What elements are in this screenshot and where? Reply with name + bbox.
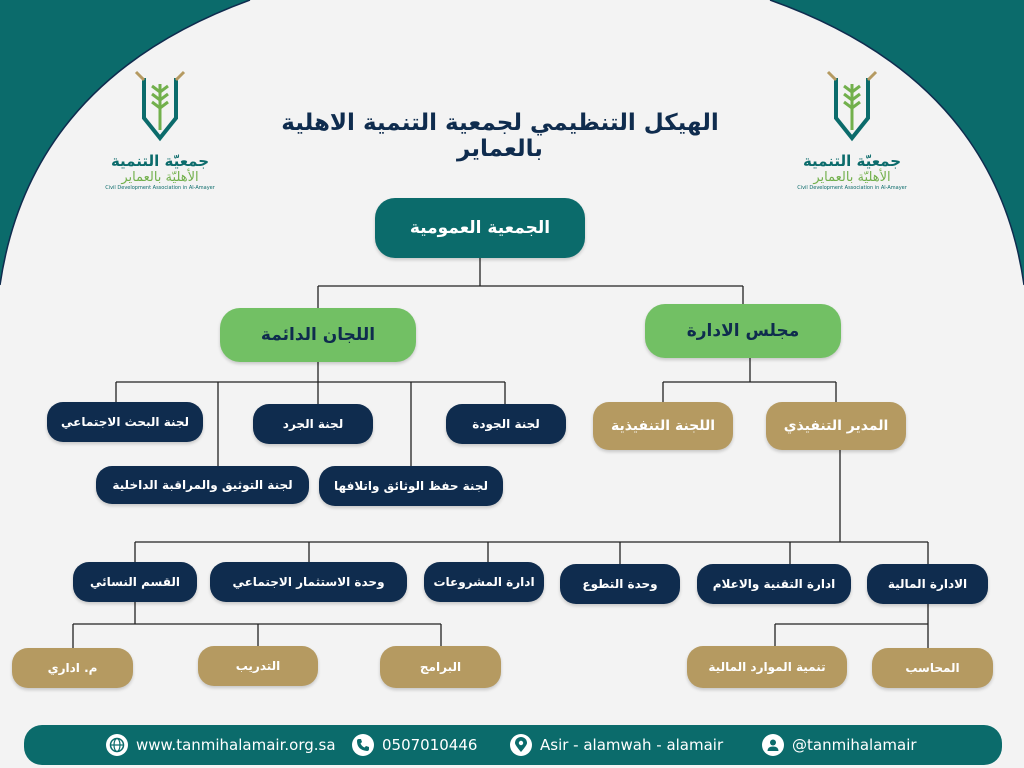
logo-line2: الأهليّة بالعماير xyxy=(813,170,891,185)
logo-line3: Civil Development Association in Al-Amayer xyxy=(105,185,215,191)
node-standing-committees: اللجان الدائمة xyxy=(220,308,416,362)
node-accountant: المحاسب xyxy=(872,648,993,688)
node-finance: الادارة المالية xyxy=(867,564,988,604)
node-executive-director: المدير التنفيذي xyxy=(766,402,906,450)
node-training: التدريب xyxy=(198,646,318,686)
node-financial-resources: تنمية الموارد المالية xyxy=(687,646,847,688)
footer-bar xyxy=(24,725,1002,765)
node-executive-committee: اللجنة التنفيذية xyxy=(593,402,733,450)
logo-line3: Civil Development Association in Al-Amayer xyxy=(797,185,907,191)
node-women-section: القسم النسائي xyxy=(73,562,197,602)
wheat-logo-icon xyxy=(822,70,882,148)
page-title: الهيكل التنظيمي لجمعية التنمية الاهلية بالعماير xyxy=(281,110,719,162)
node-quality-committee: لجنة الجودة xyxy=(446,404,566,444)
logo-line1: جمعيّة التنمية xyxy=(802,152,902,170)
footer-social-text: @tanmihalamair xyxy=(792,736,917,754)
footer-social[interactable] xyxy=(762,725,917,765)
wheat-logo-icon xyxy=(130,70,190,148)
node-admin-assistant: م. اداري xyxy=(12,648,133,688)
node-audit-committee: لجنة التوثيق والمراقبة الداخلية xyxy=(96,466,309,504)
globe-icon xyxy=(106,734,128,756)
node-inventory-committee: لجنة الجرد xyxy=(253,404,373,444)
footer-location-text: Asir - alamwah - alamair xyxy=(540,736,724,754)
phone-icon xyxy=(352,734,374,756)
node-social-research-committee: لجنة البحث الاجتماعي xyxy=(47,402,203,442)
user-icon xyxy=(762,734,784,756)
node-volunteering: وحدة التطوع xyxy=(560,564,680,604)
node-general-assembly: الجمعية العمومية xyxy=(375,198,585,258)
logo-line1: جمعيّة التنمية xyxy=(110,152,210,170)
node-it-media: ادارة التقنية والاعلام xyxy=(697,564,851,604)
footer-website-text: www.tanmihalamair.org.sa xyxy=(136,736,336,754)
logo-line2: الأهليّة بالعماير xyxy=(121,170,199,185)
footer-phone-text: 0507010446 xyxy=(382,736,478,754)
footer-phone[interactable] xyxy=(352,725,477,765)
node-programs: البرامج xyxy=(380,646,501,688)
node-documents-committee: لجنة حفظ الوثائق واتلافها xyxy=(319,466,503,506)
footer-location xyxy=(510,725,723,765)
location-pin-icon xyxy=(510,734,532,756)
node-projects: ادارة المشروعات xyxy=(424,562,544,602)
node-board: مجلس الادارة xyxy=(645,304,841,358)
logo-left xyxy=(100,70,220,200)
footer-website[interactable] xyxy=(106,725,336,765)
node-social-investment: وحدة الاستثمار الاجتماعي xyxy=(210,562,407,602)
logo-right xyxy=(792,70,912,200)
